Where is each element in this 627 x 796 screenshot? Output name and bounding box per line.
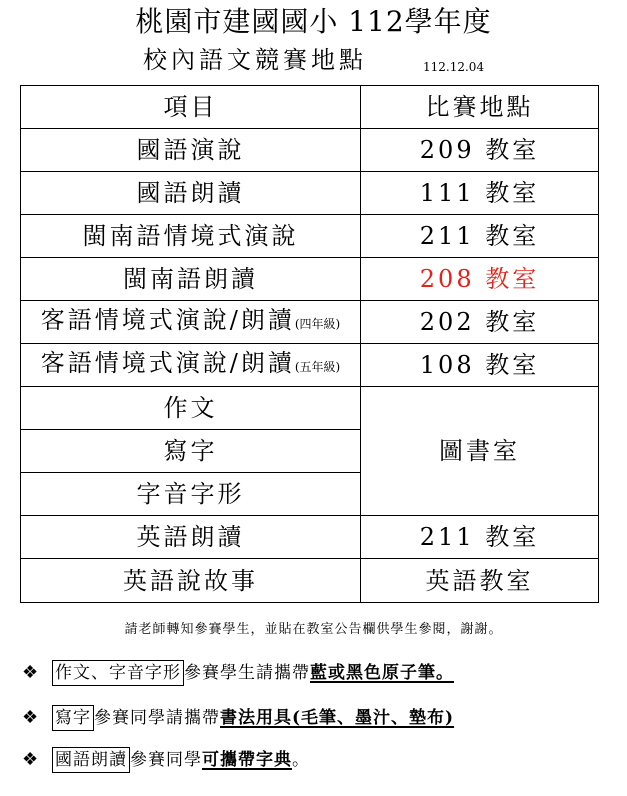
bullet-emphasis: 書法用具(毛筆、墨汁、墊布) — [220, 708, 455, 728]
table-row — [21, 516, 599, 559]
diamond-bullet-icon: ❖ — [22, 749, 40, 770]
location-cell-merged: 圖書室 — [361, 387, 599, 516]
page-subtitle: 校內語文競賽地點 — [143, 46, 367, 74]
item-cell: 英語朗讀 — [21, 516, 361, 559]
diamond-bullet-icon: ❖ — [22, 707, 40, 728]
table-header-row — [21, 86, 599, 129]
boxed-label: 寫字 — [52, 705, 94, 731]
item-cell — [21, 301, 361, 344]
item-cell — [21, 344, 361, 387]
boxed-label: 作文、字音字形 — [52, 660, 184, 686]
item-cell: 閩南語朗讀 — [21, 258, 361, 301]
location-cell: 108 教室 — [361, 344, 599, 387]
item-cell: 作文 — [21, 387, 361, 430]
location-cell: 211 教室 — [361, 215, 599, 258]
header-item: 項目 — [21, 86, 361, 129]
location-cell: 111 教室 — [361, 172, 599, 215]
page-title: 桃園市建國國小 112學年度 — [135, 5, 492, 38]
diamond-bullet-icon: ❖ — [22, 662, 40, 683]
grade-note: (四年級) — [294, 317, 341, 331]
location-cell: 209 教室 — [361, 129, 599, 172]
item-cell: 寫字 — [21, 430, 361, 473]
location-cell: 202 教室 — [361, 301, 599, 344]
location-cell: 英語教室 — [361, 559, 599, 603]
item-cell: 字音字形 — [21, 473, 361, 516]
table-row — [21, 387, 599, 430]
location-cell: 211 教室 — [361, 516, 599, 559]
bullet-item — [22, 660, 454, 686]
table-row — [21, 215, 599, 258]
table-row — [21, 129, 599, 172]
bullet-emphasis: 藍或黑色原子筆。 — [310, 663, 454, 683]
bullet-text: 參賽同學 — [130, 750, 202, 770]
table-row — [21, 344, 599, 387]
table-row — [21, 172, 599, 215]
item-label: 客語情境式演說/朗讀 — [40, 306, 295, 334]
boxed-label: 國語朗讀 — [52, 747, 130, 773]
bullet-item — [22, 705, 454, 731]
bullet-item — [22, 747, 310, 773]
item-cell: 閩南語情境式演說 — [21, 215, 361, 258]
bullet-text: 參賽同學請攜帶 — [94, 708, 220, 728]
item-cell: 國語演說 — [21, 129, 361, 172]
item-cell: 英語說故事 — [21, 559, 361, 603]
item-label: 客語情境式演說/朗讀 — [40, 349, 295, 377]
location-cell-highlighted: 208 教室 — [361, 258, 599, 301]
table-row — [21, 301, 599, 344]
venue-table — [20, 85, 599, 603]
bullet-tail: 。 — [292, 750, 310, 770]
grade-note: (五年級) — [294, 360, 341, 374]
notice-text: 請老師轉知參賽學生，並貼在教室公告欄供學生參閱，謝謝。 — [124, 622, 503, 637]
date-label: 112.12.04 — [423, 60, 485, 74]
header-location: 比賽地點 — [361, 86, 599, 129]
item-cell: 國語朗讀 — [21, 172, 361, 215]
table-row — [21, 258, 599, 301]
bullet-text: 參賽學生請攜帶 — [184, 663, 310, 683]
bullet-emphasis: 可攜帶字典 — [202, 750, 292, 770]
table-row — [21, 559, 599, 603]
